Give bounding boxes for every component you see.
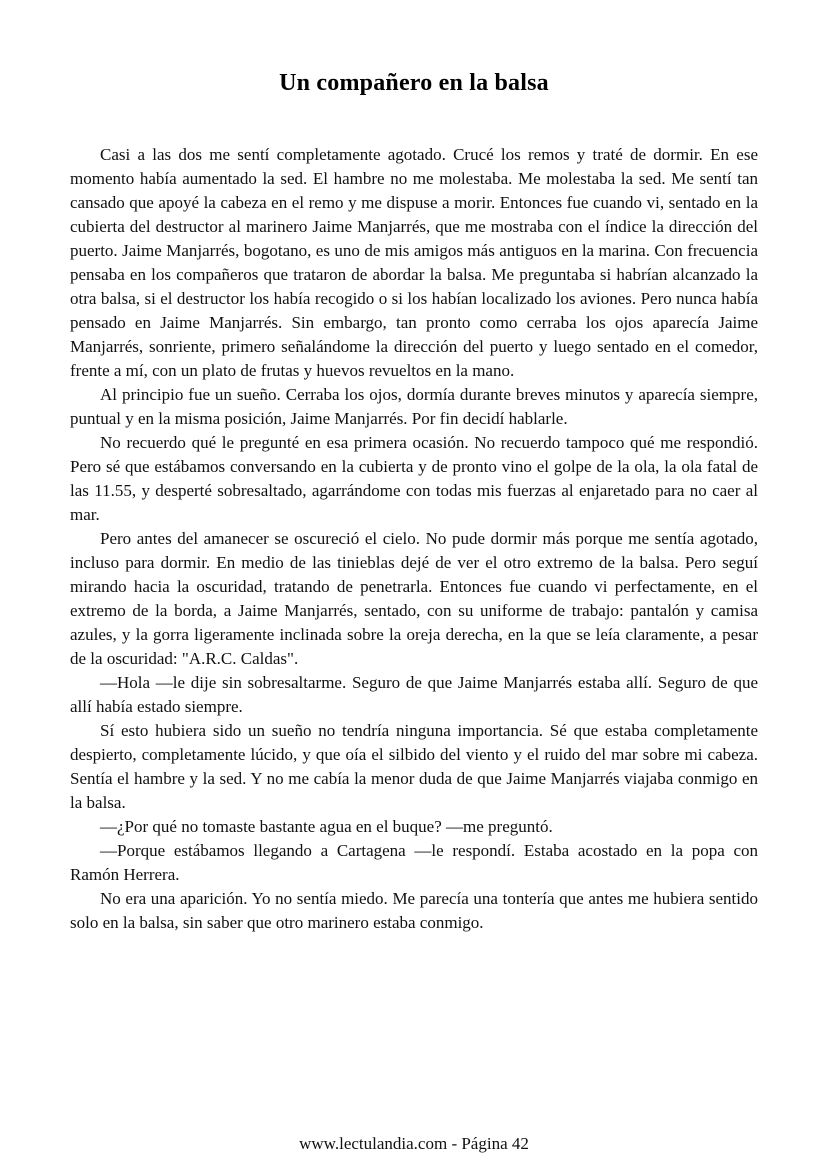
page-body [70,143,758,935]
paragraph: Sí esto hubiera sido un sueño no tendría ninguna importancia. Sé que estaba completamente despierto, completamente lúcido, y que oía el silbido del viento y el ruido del mar sobre mi cabeza. Sentía el hambre y la sed. Y no me cabía la menor duda de que Jaime Manjarrés viajaba conmigo en la balsa. [70,721,758,812]
footer-text: www.lectulandia.com - Página 42 [299,1134,529,1153]
paragraph: No era una aparición. Yo no sentía miedo. Me parecía una tontería que antes me hubiera sentido solo en la balsa, sin saber que otro marinero estaba conmigo. [70,889,758,932]
paragraph: Pero antes del amanecer se oscureció el cielo. No pude dormir más porque me sentía agotado, incluso para dormir. En medio de las tinieblas dejé de ver el otro extremo de la balsa. Pero seguí mirando hacia la oscuridad, tratando de penetrarla. Entonces fue cuando vi perfectamente, en el extremo de la borda, a Jaime Manjarrés, sentado, con su uniforme de trabajo: pantalón y camisa azules, y la gorra ligeramente inclinada sobre la oreja derecha, en la que se leía claramente, a pesar de la oscuridad: "A.R.C. Caldas". [70,529,758,668]
paragraph: Casi a las dos me sentí completamente agotado. Crucé los remos y traté de dormir. En ese momento había aumentado la sed. El hambre no me molestaba. Me molestaba la sed. Me sentí tan cansado que apoyé la cabeza en el remo y me dispuse a morir. Entonces fue cuando vi, sentado en la cubierta del destructor al marinero Jaime Manjarrés, que me mostraba con el índice la dirección del puerto. Jaime Manjarrés, bogotano, es uno de mis amigos más antiguos en la marina. Con frecuencia pensaba en los compañeros que trataron de abordar la balsa. Me preguntaba si habrían alcanzado la otra balsa, si el destructor los había recogido o si los habían localizado los aviones. Pero nunca había pensado en Jaime Manjarrés. Sin embargo, tan pronto como cerraba los ojos aparecía Jaime Manjarrés, sonriente, primero señalándome la dirección del puerto y luego sentado en el comedor, frente a mí, con un plato de frutas y huevos revueltos en la mano. [70,145,758,380]
paragraph: —¿Por qué no tomaste bastante agua en el buque? —me preguntó. [100,817,553,836]
page-title: Un compañero en la balsa [279,70,549,96]
paragraph: —Porque estábamos llegando a Cartagena —le respondí. Estaba acostado en la popa con Ramón Herrera. [70,841,758,884]
paragraph: —Hola —le dije sin sobresaltarme. Seguro de que Jaime Manjarrés estaba allí. Seguro de que allí había estado siempre. [70,673,758,716]
paragraph: No recuerdo qué le pregunté en esa primera ocasión. No recuerdo tampoco qué me respondió. Pero sé que estábamos conversando en la cubierta y de pronto vino el golpe de la ola, la ola fatal de las 11.55, y desperté sobresaltado, agarrándome con todas mis fuerzas al enjaretado para no caer al mar. [70,433,758,524]
paragraph: Al principio fue un sueño. Cerraba los ojos, dormía durante breves minutos y aparecía siempre, puntual y en la misma posición, Jaime Manjarrés. Por fin decidí hablarle. [70,385,758,428]
